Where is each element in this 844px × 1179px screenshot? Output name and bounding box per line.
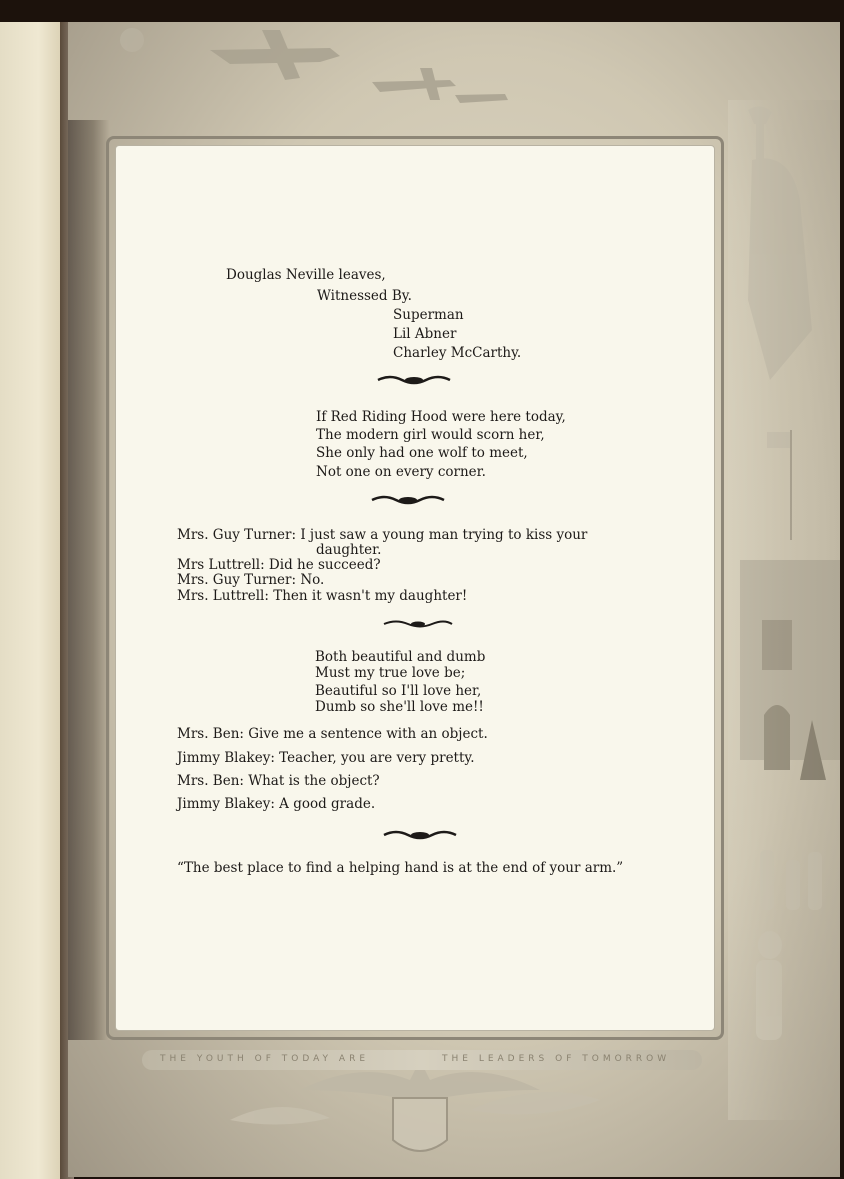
dialogue-line: Mrs Luttrell: Did he succeed? xyxy=(177,557,381,573)
poem-line: If Red Riding Hood were here today, xyxy=(316,409,566,425)
motto-banner xyxy=(142,1050,702,1070)
ornament-divider xyxy=(376,374,452,386)
motto-left: THE YOUTH OF TODAY ARE xyxy=(160,1054,370,1064)
dialogue-line: Mrs. Ben: What is the object? xyxy=(177,773,380,789)
dialogue-line-continued: daughter. xyxy=(316,542,382,558)
airplanes-illustration xyxy=(120,28,508,103)
poem-line: The modern girl would scorn her, xyxy=(316,427,545,443)
poem-line: Not one on every corner. xyxy=(316,464,486,480)
closing-quote: “The best place to find a helping hand is at the end of your arm.” xyxy=(177,860,624,876)
dialogue-line: Mrs. Guy Turner: I just saw a young man trying to kiss your xyxy=(177,527,588,543)
eagle-emblem-illustration xyxy=(230,1060,600,1151)
witnessed-by: Witnessed By. xyxy=(317,288,412,304)
dialogue-line: Jimmy Blakey: A good grade. xyxy=(177,796,376,812)
motto-right: THE LEADERS OF TOMORROW xyxy=(442,1054,671,1064)
ornament-divider xyxy=(382,619,454,629)
will-line: Douglas Neville leaves, xyxy=(226,267,386,283)
ornament-divider xyxy=(382,829,458,841)
dialogue-line: Mrs. Ben: Give me a sentence with an object. xyxy=(177,726,488,742)
poem-line: She only had one wolf to meet, xyxy=(316,445,528,461)
dialogue-line: Mrs. Guy Turner: No. xyxy=(177,572,325,588)
poem-line: Must my true love be; xyxy=(315,665,466,681)
ornament-divider xyxy=(370,494,446,506)
poem-line: Dumb so she'll love me!! xyxy=(315,699,484,715)
dialogue-line: Mrs. Luttrell: Then it wasn't my daughter! xyxy=(177,588,468,604)
poem-line: Both beautiful and dumb xyxy=(315,649,486,665)
decorative-right-border-art xyxy=(728,100,840,1120)
witness-name: Lil Abner xyxy=(393,326,457,342)
dialogue-line: Jimmy Blakey: Teacher, you are very pretty. xyxy=(177,750,475,766)
witness-name: Charley McCarthy. xyxy=(393,345,522,361)
poem-line: Beautiful so I'll love her, xyxy=(315,683,482,699)
witness-name: Superman xyxy=(393,307,464,323)
